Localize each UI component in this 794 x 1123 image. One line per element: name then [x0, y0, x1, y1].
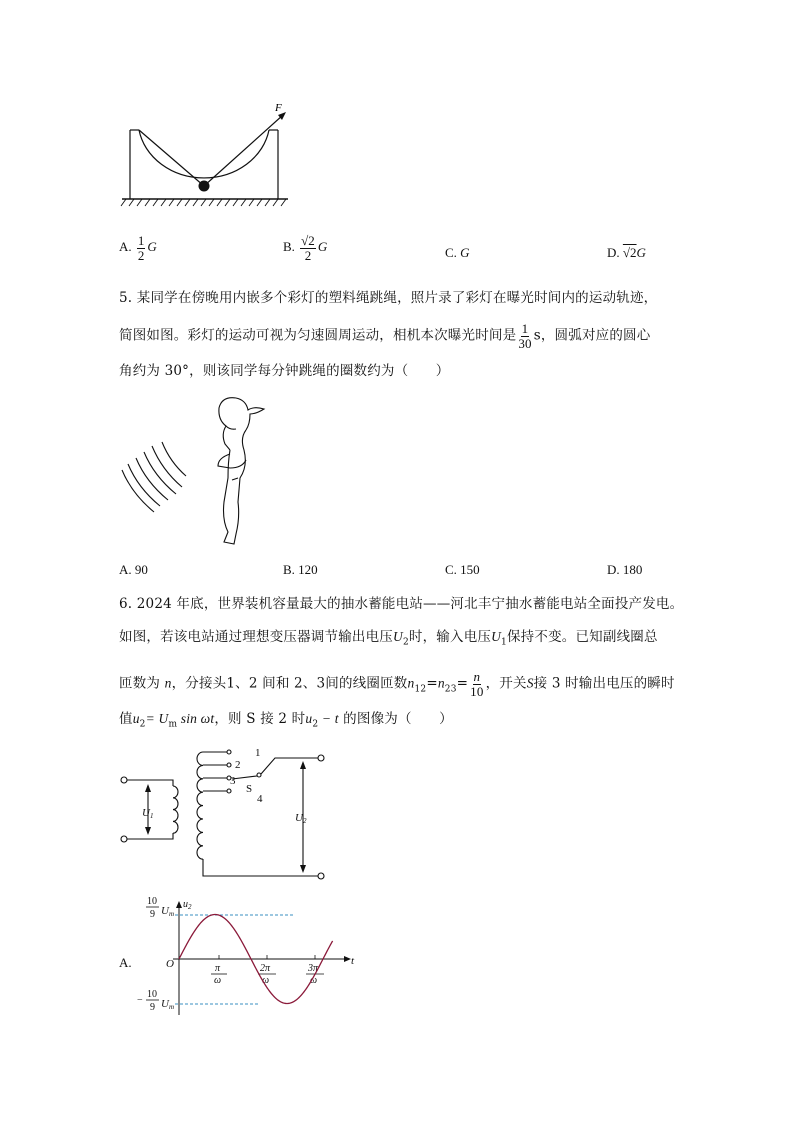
q6-line-2: 如图，若该电站通过理想变压器调节输出电压$U_2$时，输入电压$U_1$保持不变。已知副线圈总	[119, 629, 658, 648]
q6-option-a-graph[interactable]	[135, 893, 365, 1023]
q5-line-1: 5. 某同学在傍晚用内嵌多个彩灯的塑料绳跳绳，照片录了彩灯在曝光时间内的运动轨迹，	[119, 290, 658, 306]
rope-right	[204, 115, 283, 186]
u1-label: U1	[142, 807, 154, 820]
tap-2-label: 2	[235, 759, 241, 771]
q5-option-b[interactable]: B. 120	[283, 562, 318, 577]
q4-option-a[interactable]: A. $\frac{1}{2}$ G	[119, 233, 157, 263]
q6-option-a-label[interactable]: A.	[119, 955, 132, 970]
q5-line-3: 角约为 30°，则该同学每分钟跳绳的圈数约为（ ）	[119, 363, 450, 379]
output-wire-top	[261, 758, 318, 774]
output-terminal-top	[318, 755, 324, 761]
q6-line-1: 6. 2024 年底，世界装机容量最大的抽水蓄能电站——河北丰宁抽水蓄能电站全面投产发电。	[119, 596, 684, 612]
secondary-wire-bottom	[203, 859, 318, 876]
tap-3-label: 3	[230, 775, 236, 787]
option-b-fraction: $\frac{√2}{2}$	[301, 233, 315, 263]
q6-line-4: 值$u_2= U_m$ sin ωt，则 S 接 2 时$u_2 - t$ 的图像为（ ）	[119, 711, 453, 730]
option-c-label: C.	[445, 245, 457, 260]
q4-bowl-figure	[118, 100, 298, 215]
y-axis-arrow	[176, 901, 182, 908]
tick-3-num: 3π	[308, 963, 319, 974]
tick-1-num: π	[215, 963, 221, 974]
exposure-fraction: $\frac{1}{30}$	[518, 321, 532, 351]
u2-label: U2	[295, 812, 307, 825]
bottom-value-den: 9	[150, 1002, 155, 1013]
primary-terminal-top	[121, 777, 127, 783]
turns-fraction: $\frac{n}{10}$	[470, 669, 484, 699]
bottom-value-num: 10	[147, 989, 157, 1000]
tick-1-den: ω	[214, 975, 222, 986]
option-a-label: A.	[119, 239, 132, 255]
bottom-value-var: Um	[161, 998, 175, 1011]
top-value-den: 9	[150, 909, 155, 920]
switch-blade	[232, 776, 257, 779]
option-a-fraction: $\frac{1}{2}$	[137, 233, 145, 263]
tick-2-den: ω	[262, 975, 270, 986]
top-value-var: Um	[161, 905, 175, 918]
ball	[199, 181, 210, 192]
q6-line-3: 匝数为 n，分接头1、2 间和 2、3间的线圈匝数$n_{12}=n_{23}=$ $\frac{n}{10}$ ，开关S接 3 时输出电压的瞬时	[119, 669, 675, 699]
switch-label: S	[246, 783, 253, 795]
q4-option-b[interactable]: B. $\frac{√2}{2}$ G	[283, 233, 328, 263]
tick-3-den: ω	[310, 975, 318, 986]
y-axis-label: $u_2$	[183, 899, 192, 911]
ground-hatch	[121, 199, 286, 206]
q5-option-d[interactable]: D. 180	[607, 562, 643, 577]
option-d-label: D.	[607, 245, 620, 260]
force-label: F	[275, 102, 282, 114]
q5-option-c[interactable]: C. 150	[445, 562, 480, 577]
tap-4-label: 4	[257, 793, 263, 805]
primary-wire-top	[127, 780, 173, 786]
person-silhouette	[218, 398, 264, 544]
switch-pivot	[257, 773, 261, 777]
top-value-num: 10	[147, 896, 157, 907]
q5-option-a[interactable]: A. 90	[119, 562, 148, 577]
origin-label: O	[166, 958, 174, 970]
rope-left	[139, 130, 204, 186]
bottom-value-sign: −	[137, 995, 143, 1006]
q5-jump-rope-figure	[118, 392, 288, 552]
tick-2-num: 2π	[260, 963, 271, 974]
option-b-label: B.	[283, 239, 295, 255]
secondary-coil	[197, 752, 203, 859]
x-axis-arrow	[344, 956, 351, 962]
transformer-circuit	[115, 742, 340, 882]
q4-option-c[interactable]: C. G	[445, 245, 470, 260]
light-trails	[122, 442, 186, 512]
bowl-arc	[139, 130, 269, 178]
x-axis-label: t	[351, 955, 355, 967]
q5-line-2: 简图如图。彩灯的运动可视为匀速圆周运动，相机本次曝光时间是 $\frac{1}{30}$ s，圆弧对应的圆心	[119, 321, 651, 351]
primary-coil	[173, 786, 178, 833]
primary-wire-bottom	[127, 833, 173, 839]
tap-1-label: 1	[255, 747, 261, 759]
output-terminal-bottom	[318, 873, 324, 879]
q4-option-d[interactable]: D. √2G	[607, 245, 646, 260]
primary-terminal-bottom	[121, 836, 127, 842]
